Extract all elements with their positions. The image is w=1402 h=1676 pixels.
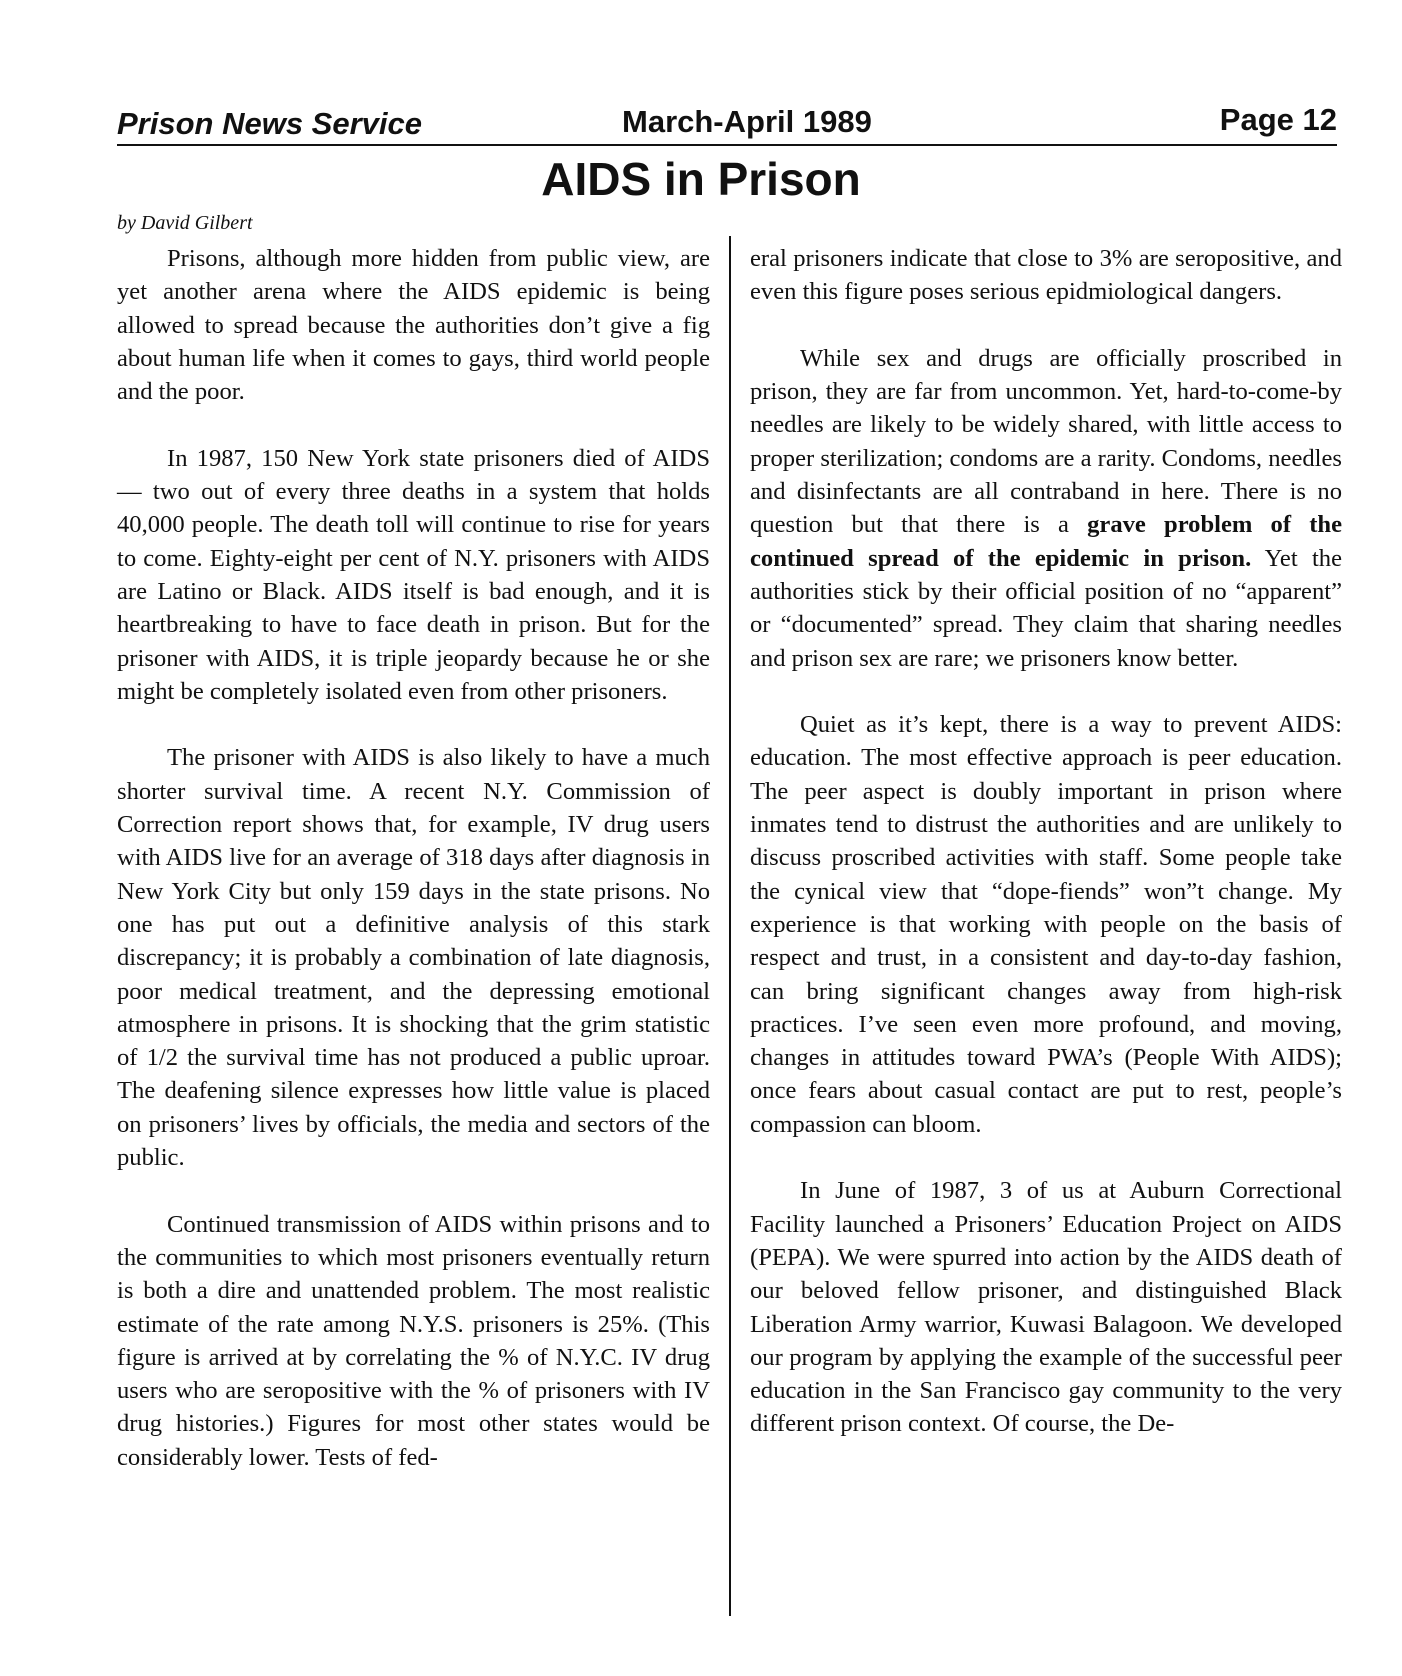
publication-name: Prison News Service: [117, 106, 422, 141]
paragraph-text: Yet the authorities stick by their official position of no “apparent” or “documented” spread. They claim that sharing needles and prison sex are rare; we prisoners know better.: [750, 544, 1342, 672]
masthead: [117, 100, 1337, 146]
paragraph: Continued transmission of AIDS within prisons and to the communities to which most prisoners eventually return is both a dire and unattended problem. The most realistic estimate of the rate among N.Y.S. prisoners is 25%. (This figure is arrived at by correlating the % of N.Y.C. IV drug users who are seropositive with the % of prisoners with IV drug histories.) Figures for most other states would be considerably lower. Tests of fed-: [117, 1210, 710, 1471]
bold-emphasis: grave problem of the continued spread of the epidemic in prison.: [750, 511, 1342, 572]
paragraph: The prisoner with AIDS is also likely to have a much shorter survival time. A recent N.Y. Commission of Correction report shows that, for example, IV drug users with AIDS live for an average of 318 days after diagnosis in New York City but only 159 days in the state prisons. No one has put out a definitive analysis of this stark discrepancy; it is probably a combination of late diagnosis, poor medical treatment, and the depressing emotional atmosphere in prisons. It is shocking that the grim statistic of 1/2 the survival time has not produced a public uproar. The deafening silence expresses how little value is placed on prisoners’ lives by officials, the media and sectors of the public.: [117, 744, 710, 1172]
byline: by David Gilbert: [117, 212, 253, 234]
paragraph: eral prisoners indicate that close to 3% are seropositive, and even this figure poses serious epidmiological dangers.: [750, 245, 1342, 306]
paragraph: [750, 342, 1342, 675]
right-column: [750, 242, 1342, 1441]
left-column: [117, 242, 710, 1474]
column-divider: [729, 236, 731, 1616]
page-number: Page 12: [1219, 102, 1337, 137]
issue-date: March-April 1989: [622, 104, 872, 139]
paragraph: In 1987, 150 New York state prisoners died of AIDS — two out of every three deaths in a system that holds 40,000 people. The death toll will continue to rise for years to come. Eighty-eight per cent of N.Y. prisoners with AIDS are Latino or Black. AIDS itself is bad enough, and it is heartbreaking to have to face death in prison. But for the prisoner with AIDS, it is triple jeopardy because he or she might be completely isolated even from other prisoners.: [117, 444, 710, 705]
paragraph: Quiet as it’s kept, there is a way to prevent AIDS: education. The most effective approach is peer education. The peer aspect is doubly important in prison where inmates tend to distrust the authorities and are unlikely to discuss proscribed activities with staff. Some people take the cynical view that “dope-fiends” won”t change. My experience is that working with people on the basis of respect and trust, in a consistent and day-to-day fashion, can bring significant changes away from high-risk practices. I’ve seen even more profound, and moving, changes in attitudes toward PWA’s (People With AIDS); once fears about casual contact are put to rest, people’s compassion can bloom.: [750, 711, 1342, 1138]
article-title: AIDS in Prison: [541, 153, 861, 205]
paragraph: In June of 1987, 3 of us at Auburn Correctional Facility launched a Prisoners’ Education Project on AIDS (PEPA). We were spurred into action by the AIDS death of our beloved fellow prisoner, and distinguished Black Liberation Army warrior, Kuwasi Balagoon. We developed our program by applying the example of the successful peer education in the San Francisco gay community to the very different prison context. Of course, the De-: [750, 1177, 1342, 1438]
paragraph: Prisons, although more hidden from public view, are yet another arena where the AIDS epidemic is being allowed to spread because the authorities don’t give a fig about human life when it comes to gays, third world people and the poor.: [117, 245, 710, 406]
paragraph-text: While sex and drugs are officially proscribed in prison, they are far from uncommon. Yet, hard-to-come-by needles are likely to be widely shared, with little access to proper sterilization; condoms are a rarity. Condoms, needles and disinfectants are all contraband in here. There is no question but that there is a: [750, 344, 1342, 539]
